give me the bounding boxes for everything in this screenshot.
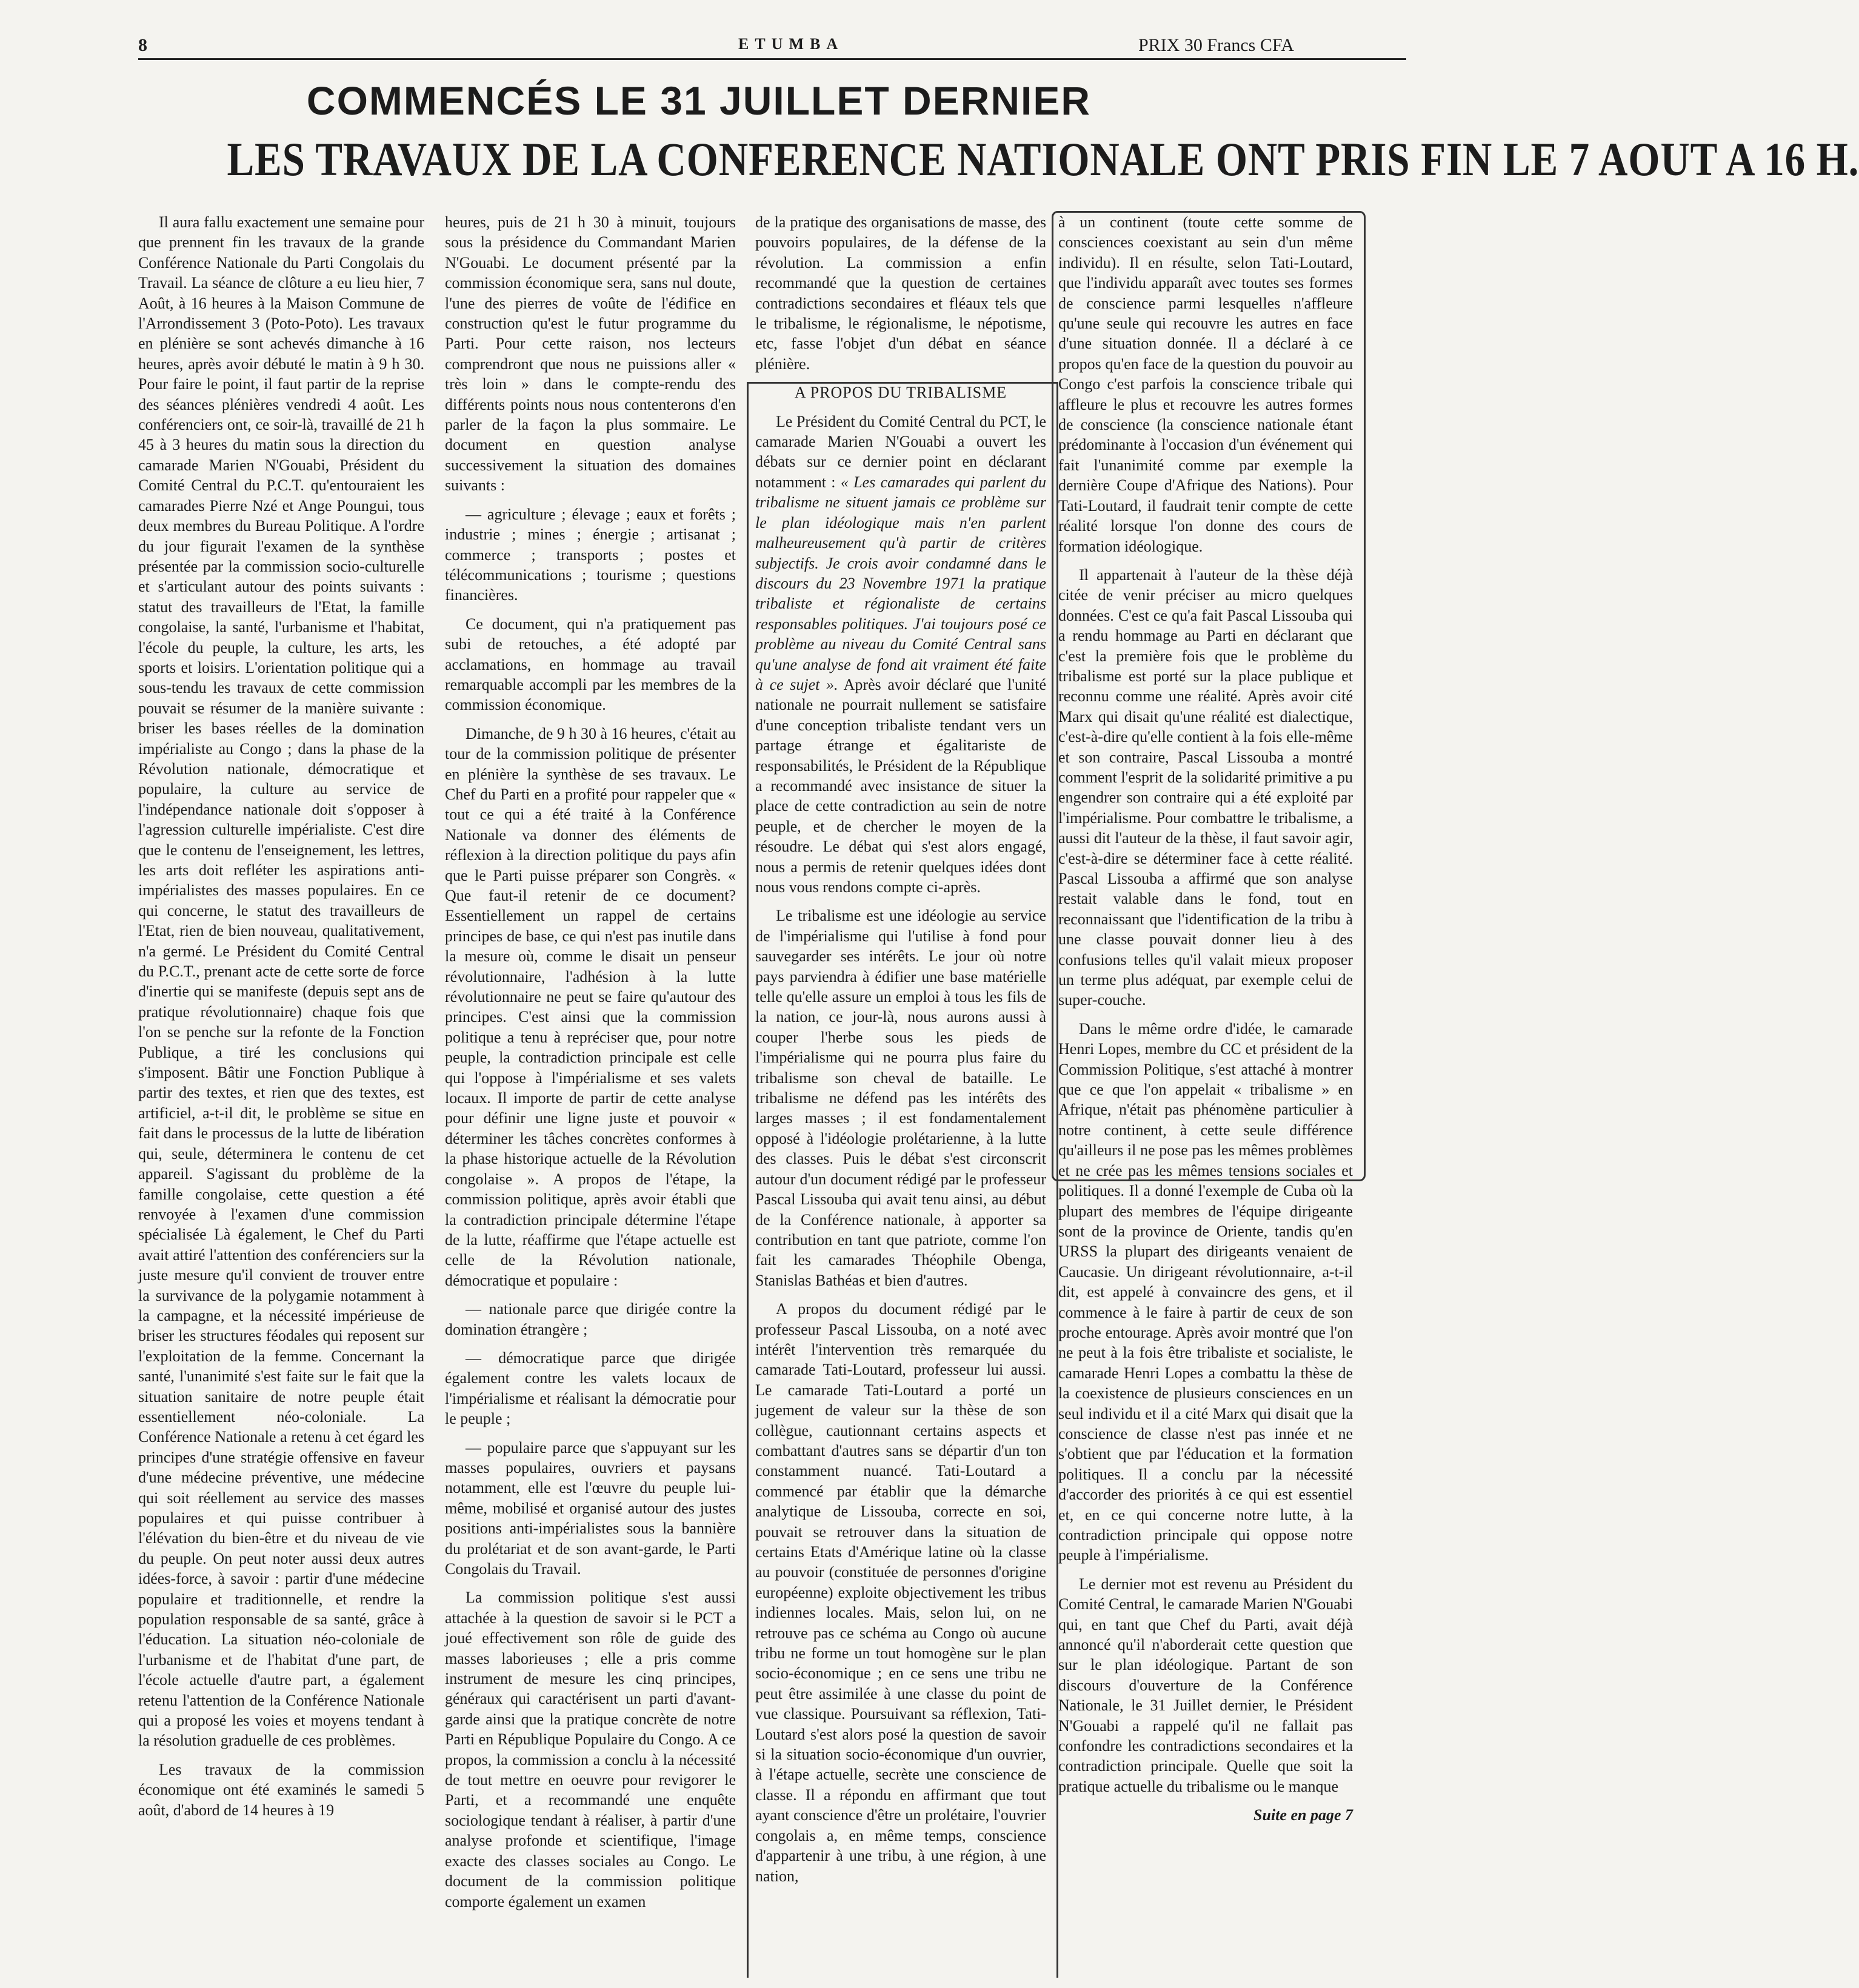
column-3 xyxy=(755,212,1046,1895)
box-intro: Le Président du Comité Central du PCT, le camarade Marien N'Gouabi a ouvert les débats sur ce dernier point en déclarant notamment : xyxy=(755,412,1046,491)
column-1 xyxy=(138,212,424,1829)
paragraph: Dimanche, de 9 h 30 à 16 heures, c'était au tour de la commission politique de présenter en plénière la synthèse de ses travaux. Le Chef du Parti en a profité pour rappeler que « tout ce qui a été traité à la Conférence Nationale va donner des éléments de réflexion à la direction politique du pays afin que le Parti puisse préparer son Congrès. « Que faut-il retenir de ce document? Essentiellement un rappel de certains principes de base, ce qui n'est pas inutile dans la mesure où, comme le disait un penseur révolutionnaire, l'adhésion à la lutte révolutionnaire ne peut se faire qu'autour des principes. C'est ainsi que la commission politique a tenu à repréciser que, pour notre peuple, la contradiction principale est celle qui l'oppose à l'impérialisme et ses valets locaux. Il importe de partir de cette analyse pour définir une ligne juste et pouvoir « déterminer les tâches concrètes conformes à la phase historique actuelle de la Révolution congolaise ». A propos de l'étape, la commission politique, après avoir établi que la contradiction principale détermine l'étape de la lutte, réaffirme que l'étape actuelle est celle de la Révolution nationale, démocratique et populaire : xyxy=(445,724,736,1289)
paragraph xyxy=(755,412,1046,898)
page-number: 8 xyxy=(138,35,147,55)
paragraph: — populaire parce que s'appuyant sur les masses populaires, ouvriers et paysans notamment, elle est l'œuvre du peuple lui-même, mobilisé et organisé autour des justes positions anti-impérialistes sous la bannière du prolétariat et de son avant-garde, le Parti Congolais du Travail. xyxy=(445,1438,736,1578)
paragraph: A propos du document rédigé par le professeur Pascal Lissouba, on a noté avec intérêt l'intervention très remarquée du camarade Tati-Loutard, professeur lui aussi. Le camarade Tati-Loutard a porté un jugement de valeur sur la thèse de son collègue, cautionnant certains aspects et combattant d'autres sans se départir d'un ton constamment nuancé. Tati-Loutard a commencé par établir que la démarche analytique de Lissouba, correcte en soi, pouvait se retrouver dans la situation de certains Etats d'Amérique latine où la classe au pouvoir (constituée de personnes d'origine européenne) exploite objectivement les tribus indiennes locales. Mais, selon lui, on ne retrouve pas ce schéma au Congo où aucune tribu ne forme un tout homogène sur le plan socio-économique ; en ce sens une tribu ne peut être assimilée à une classe du point de vue classique. Poursuivant sa réflexion, Tati-Loutard s'est alors posé la question de savoir si la situation socio-économique d'un ouvrier, à l'étape actuelle, secrète une conscience de classe. Il a répondu en affirmant que tout ayant conscience d'être un prolétaire, l'ouvrier congolais a, en même temps, conscience d'appartenir à une tribu, à une région, à une nation, xyxy=(755,1300,1046,1885)
box-quote: « Les camarades qui parlent du tribalisme ne situent jamais ce problème sur le plan idéologique mais n'en parlent malheureusement qu'à partir de critères subjectifs. Je crois avoir condamné dans le discours du 23 Novembre 1971 la pratique tribaliste et régionaliste de certains responsables politiques. J'ai toujours posé ce problème au niveau du Comité Central sans qu'une analyse de fond ait vraiment été faite à ce sujet ». xyxy=(755,473,1047,693)
box-after: Après avoir déclaré que l'unité nationale ne pourrait nullement se satisfaire d'une conception tribaliste tendant vers un partage étrange et égalitariste de responsabilités, le Président de la République a recommandé avec insistance de situer la place de cette contradiction au sein de notre peuple, et de chercher le moyen de la résoudre. Le débat qui s'est alors engagé, nous a permis de retenir quelques idées dont nous vous rendons compte ci-après. xyxy=(755,675,1046,896)
paragraph: Il appartenait à l'auteur de la thèse déjà citée de venir préciser au micro quelques données. C'est ce qu'a fait Pascal Lissouba qui a rendu hommage au Parti en déclarant que c'est la première fois que le problème du tribalisme est porté sur la place publique et reconnu comme une réalité. Après avoir cité Marx qui disait qu'une réalité est dialectique, c'est-à-dire qu'elle contient à la fois elle-même et son contraire, Pascal Lissouba a montré comment l'esprit de la solidarité primitive a pu engendrer son contraire qui a été exploité par l'impérialisme. Pour combattre le tribalisme, a aussi dit l'auteur de la thèse, il faut savoir agir, c'est-à-dire se déterminer face à cette réalité. Pascal Lissouba a affirmé que son analyse restait valable dans le fond, tout en reconnaissant que l'identification de la tribu à une classe pouvait donner lieu à des confusions telles qu'il valait mieux proposer un terme plus adéquat, par exemple celui de super-couche. xyxy=(1058,565,1353,1009)
paragraph: Le dernier mot est revenu au Président du Comité Central, le camarade Marien N'Gouabi qui, en tant que Chef du Parti, avait déjà annoncé qu'il n'aborderait cette question que sur le plan idéologique. Partant de son discours d'ouverture de la Conférence Nationale, le 31 Juillet dernier, le Président N'Gouabi a rappelé qu'il ne fallait pas confondre les contradictions secondaires et la contradiction principale. Quelle que soit la pratique actuelle du tribalisme ou le manque xyxy=(1058,1575,1353,1795)
paragraph: Dans le même ordre d'idée, le camarade Henri Lopes, membre du CC et président de la Commission Politique, s'est attaché à montrer que ce que l'on appelait « tribalisme » en Afrique, n'était pas phénomène particulier à notre continent, à cette seule différence qu'ailleurs il ne pose pas les mêmes problèmes et ne crée pas les mêmes tensions sociales et politiques. Il a donné l'exemple de Cuba où la plupart des membres de l'équipe dirigeante sont de la province de Oriente, tandis qu'en URSS la plupart des dirigeants venaient de Caucasie. Un dirigeant révolutionnaire, a-t-il dit, est appelé à convaincre des gens, et il commence à le faire à partir de ceux de son proche entourage. Après avoir montré que l'on ne peut à la fois être tribaliste et socialiste, le camarade Henri Lopes a combattu la thèse de la coexistence de plusieurs consciences en un seul individu et il a cité Marx qui disait que la conscience de classe n'est pas innée et ne s'obtient que par l'éducation et la formation politiques. Il a conclu par la nécessité d'accorder des priorités à ce qui est essentiel et, en ce qui concerne notre lutte, à la contradiction principale qui oppose notre peuple à l'impérialisme. xyxy=(1058,1019,1353,1564)
masthead xyxy=(138,35,1406,59)
paragraph: — nationale parce que dirigée contre la domination étrangère ; xyxy=(445,1300,736,1338)
paragraph: — agriculture ; élevage ; eaux et forêts ; industrie ; mines ; énergie ; artisanat ; commerce ; transports ; postes et télécommunications ; tourisme ; questions financières. xyxy=(445,505,736,604)
column-2 xyxy=(445,212,736,1920)
paragraph: Les travaux de la commission économique ont été examinés le samedi 5 août, d'abord de 14 heures à 19 xyxy=(138,1760,424,1819)
paragraph: heures, puis de 21 h 30 à minuit, toujours sous la présidence du Commandant Marien N'Gouabi. Le document présenté par la commission économique sera, sans nul doute, l'une des pierres de voûte de l'édifice en construction qu'est le futur programme du Parti. Pour cette raison, nos lecteurs comprendront que nous ne puissions aller « très loin » dans le compte-rendu des différents points nous nous contenterons d'en parler de la façon la plus sommaire. Le document en question analyse successivement la situation des domaines suivants : xyxy=(445,213,736,495)
paragraph: Ce document, qui n'a pratiquement pas subi de retouches, a été adopté par acclamations, en hommage au travail remarquable accompli par les membres de la commission économique. xyxy=(445,615,736,714)
masthead-rule xyxy=(138,58,1406,60)
paragraph: La commission politique s'est aussi attachée à la question de savoir si le PCT a joué effectivement son rôle de guide des masses laborieuses ; elle a pris comme instrument de mesure les cinq principes, généraux qui caractérisent un parti d'avant-garde ainsi que la pratique concrète de notre Parti en République Populaire du Congo. A ce propos, la commission a conclu à la nécessité de tout mettre en oeuvre pour revigorer le Parti, et a recommandé une enquête sociologique tendant à réaliser, à partir d'une analyse profonde et scientifique, l'image exacte des classes sociales au Congo. Le document de la commission politique comporte également un examen xyxy=(445,1589,736,1910)
price-label: PRIX 30 Francs CFA xyxy=(1138,35,1294,55)
article-headline: LES TRAVAUX DE LA CONFERENCE NATIONALE ONT PRIS FIN LE 7 AOUT A 16 H. xyxy=(227,133,1859,185)
paragraph: — démocratique parce que dirigée également contre les valets locaux de l'impérialisme et réalisant la démocratie pour le peuple ; xyxy=(445,1349,736,1428)
paragraph: Il aura fallu exactement une semaine pour que prennent fin les travaux de la grande Conférence Nationale du Parti Congolais du Travail. La séance de clôture a eu lieu hier, 7 Août, à 16 heures à la Maison Commune de l'Arrondissement 3 (Poto-Poto). Les travaux en plénière se sont achevés dimanche à 16 heures, après avoir débuté le matin à 9 h 30. Pour faire le point, il faut partir de la reprise des séances plénières vendredi 4 août. Les conférenciers ont, ce soir-là, travaillé de 21 h 45 à 3 heures du matin sous la direction du camarade Marien N'Gouabi, Président du Comité Central du P.C.T. qu'entouraient les camarades Pierre Nzé et Ange Poungui, tous deux membres du Bureau Politique. A l'ordre du jour figurait l'examen de la synthèse présentée par la commission socio-culturelle et s'articulant autour des points suivants : statut des travailleurs de l'Etat, la famille congolaise, la santé, l'urbanisme et l'habitat, l'école du peuple, la culture, les arts, les sports et loisirs. L'orientation politique qui a sous-tendu les travaux de cette commission pouvait se résumer de la manière suivante : briser les bases réelles de la domination impérialiste au Congo ; dans la phase de la Révolution nationale, démocratique et populaire, la culture au service de l'indépendance nationale doit s'opposer à l'agression culturelle impérialiste. C'est dire que le contenu de l'enseignement, les lettres, les arts doit refléter les aspirations anti-impérialistes des masses populaires. En ce qui concerne, le statut des travailleurs de l'Etat, rien de bien nouveau, qualitativement, n'a germé. Le Président du Comité Central du P.C.T., prenant acte de cette sorte de force d'inertie qui se manifeste (depuis sept ans de pratique révolutionnaire) chaque fois que l'on se penche sur la refonte de la Fonction Publique, a tiré les conclusions qui s'imposent. Bâtir une Fonction Publique à partir des textes, et rien que des textes, est artificiel, a-t-il dit, le problème se situe en fait dans le processus de la lutte de libération qui, seule, déterminera le contenu de cet appareil. S'agissant du problème de la famille congolaise, cette question a été renvoyée à l'examen d'une commission spécialisée Là également, le Chef du Parti avait attiré l'attention des conférenciers sur la juste mesure qu'il convient de trouver entre la survivance de la polygamie notamment à la campagne, et la nécessité impérieuse de briser les structures féodales qui reposent sur l'exploitation de la femme. Concernant la santé, l'unanimité s'est faite sur le fait que la situation sanitaire de notre peuple était essentiellement néo-coloniale. La Conférence Nationale a retenu à cet égard les principes d'une stratégie offensive en faveur d'une médecine préventive, une médecine qui soit réellement au service des masses populaires et qui puisse contribuer à l'élévation du bien-être et du niveau de vie du peuple. On peut noter aussi deux autres idées-force, à savoir : partir d'une médecine populaire et traditionnelle, et rendre la population responsable de sa santé, grâce à l'éducation. La situation néo-coloniale de l'urbanisme et de l'habitat d'une part, de l'école actuelle d'autre part, a également retenu l'attention de la Conférence Nationale qui a proposé les voies et moyens tendant à la résolution graduelle de ces problèmes. xyxy=(138,213,424,1750)
article-kicker: COMMENCÉS LE 31 JUILLET DERNIER xyxy=(306,78,1092,123)
newspaper-name: ETUMBA xyxy=(738,35,844,53)
paragraph: Le tribalisme est une idéologie au service de l'impérialisme qui l'utilise à fond pour sauvegarder ses intérêts. Le jour où notre pays parviendra à édifier une base matérielle telle qu'elle assure un emploi à tous les fils de la nation, ce jour-là, nous aurons aussi à couper l'herbe sous les pieds de l'impérialisme qui ne pourra plus faire du tribalisme son cheval de bataille. Le tribalisme ne défend pas les intérêts des larges masses ; il est fondamentalement opposé à l'idéologie prolétarienne, à la lutte des classes. Puis le débat s'est circonscrit autour d'un document rédigé par le professeur Pascal Lissouba qui avait tenu ainsi, au début de la Conférence nationale, à apporter sa contribution en tant que patriote, comme l'on fait les camarades Théophile Obenga, Stanislas Bathéas et bien d'autres. xyxy=(755,907,1046,1289)
paragraph: de la pratique des organisations de masse, des pouvoirs populaires, de la défense de la révolution. La commission a enfin recommandé que la question de certaines contradictions secondaires et fléaux tels que le tribalisme, le régionalisme, le népotisme, etc, fasse l'objet d'un débat en séance plénière. xyxy=(755,213,1046,373)
box-title: A PROPOS DU TRIBALISME xyxy=(794,384,1007,402)
continued-note: Suite en page 7 xyxy=(1253,1806,1353,1824)
paragraph: à un continent (toute cette somme de consciences coexistant au sein d'un même individu). Il en résulte, selon Tati-Loutard, que l'individu apparaît avec toutes ses formes de conscience parmi lesquelles n'affleure qu'une seule qui recouvre les autres en face d'une situation donnée. Il a déclaré à ce propos qu'en face de la question du pouvoir au Congo c'est parfois la conscience tribale qui affleure le plus et recouvre les autres formes de conscience (la conscience nationale étant prédominante à l'occasion d'un événement qui fait l'unanimité comme par exemple la dernière Coupe d'Afrique des Nations). Pour Tati-Loutard, il faudrait tenir compte de cette réalité lorsque l'on donne des cours de formation idéologique. xyxy=(1058,213,1353,555)
column-4 xyxy=(1058,212,1353,1826)
